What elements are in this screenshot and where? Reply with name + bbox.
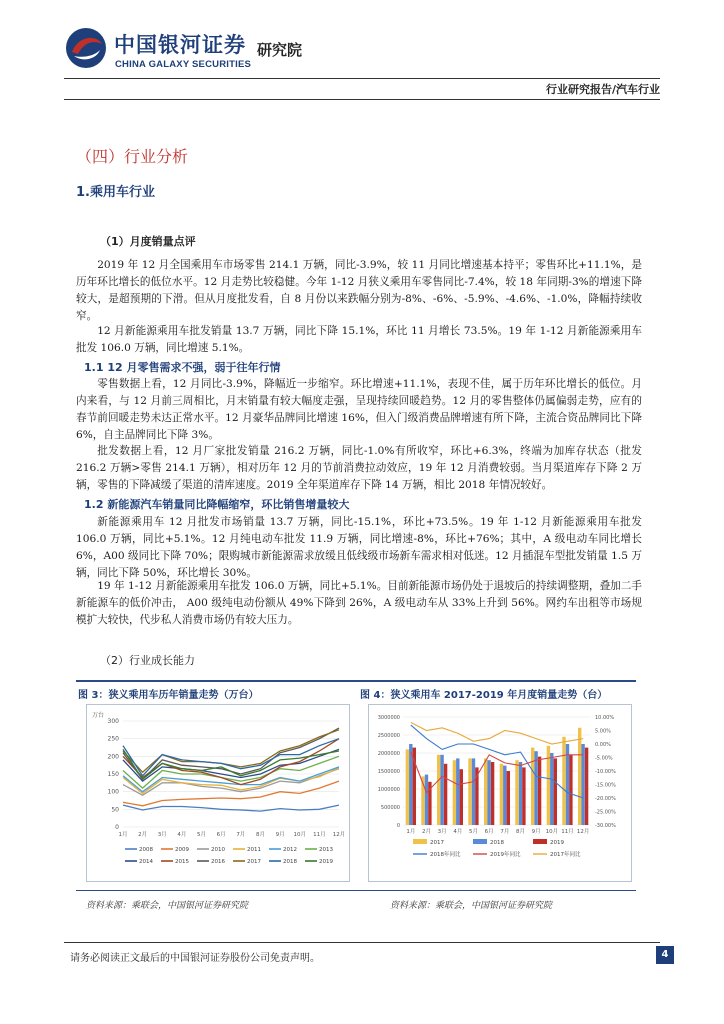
legend-label: 2009 (175, 847, 189, 853)
x-tick-label: 1月 (406, 829, 416, 835)
page-number: 4 (656, 946, 674, 964)
bar-2019 (538, 757, 541, 825)
y-left-tick-label: 1500000 (377, 769, 400, 775)
y-right-tick-label: -20.00% (595, 796, 616, 802)
x-tick-label: 10月 (293, 832, 306, 838)
heading-passenger-car: 1.乘用车行业 (76, 185, 155, 200)
series-line-2019 (123, 749, 339, 779)
bar-2018 (440, 755, 443, 825)
y-left-tick-label: 500000 (380, 805, 400, 811)
y-right-tick-label: -15.00% (595, 782, 616, 789)
legend-label: 2018年同比 (430, 852, 461, 858)
x-tick-label: 11月 (313, 832, 326, 838)
yoy-line-2017年同比 (411, 722, 583, 744)
legend-label: 2014 (139, 859, 153, 865)
y-axis-unit-label: 万台 (92, 712, 105, 719)
figure-top-rule (76, 680, 636, 682)
figure4-source: 资料来源：乘联会，中国银河证券研究院 (390, 901, 553, 911)
bar-2019 (585, 748, 588, 825)
y-tick-label: 50 (111, 806, 119, 814)
bar-2017 (531, 748, 534, 825)
x-tick-label: 9月 (531, 829, 541, 835)
legend-label: 2008 (139, 847, 153, 853)
header-divider-bottom (64, 99, 660, 100)
bar-2019 (507, 771, 510, 825)
x-tick-label: 12月 (332, 832, 346, 838)
bar-2017 (468, 758, 471, 825)
x-tick-label: 4月 (177, 832, 187, 838)
section-title: （四）行业分析 (76, 147, 189, 166)
paragraph-wholesale-data: 批发数据上看，12 月厂家批发销量 216.2 万辆，同比-1.0%有所收窄，环比+6.3%，终端为加库存状态（批发 216.2 万辆>零售 214.1 万辆），相对历年 12 月的节前消费拉动效应，19 年 12 月消费较弱。当月渠道库存下降 2 万辆，零售的下降减缓了渠道的清库速度。2019 全年渠道库存下降 14 万辆，相比 2018 年情况较好。 (76, 445, 642, 491)
y-left-tick-label: 2500000 (377, 733, 400, 739)
y-right-tick-label: -30.00% (595, 823, 616, 829)
bar-2017 (453, 760, 456, 825)
x-tick-label: 1月 (118, 832, 128, 838)
bar-2017 (578, 728, 581, 825)
y-tick-label: 300 (107, 718, 119, 725)
figure3-source: 资料来源：乘联会，中国银河证券研究院 (86, 901, 249, 911)
bar-2017 (484, 758, 487, 825)
bar-2018 (472, 758, 475, 825)
x-tick-label: 11月 (561, 829, 574, 835)
y-tick-label: 150 (107, 771, 119, 778)
paragraph-nev-summary: 12 月新能源乘用车批发销量 13.7 万辆，同比下降 15.1%，环比 11 月增长 73.5%。19 年 1-12 月新能源乘用车批发 106.0 万辆，同比增速 5.1%。 (76, 325, 642, 354)
legend-label: 2018 (490, 840, 504, 846)
legend-label: 2012 (283, 847, 297, 853)
x-tick-label: 2月 (138, 832, 148, 838)
bar-2018 (487, 760, 490, 825)
y-tick-label: 250 (107, 735, 119, 743)
figure-bottom-rule (76, 890, 636, 891)
y-tick-label: 200 (107, 753, 119, 761)
company-name-cn: 中国银河证券 (114, 33, 246, 57)
y-right-tick-label: 0.00% (595, 742, 611, 748)
legend-label: 2017 (430, 840, 444, 846)
footer-disclaimer: 请务必阅读正文最后的中国银河证券股份公司免责声明。 (70, 953, 320, 964)
x-tick-label: 5月 (469, 829, 478, 835)
x-tick-label: 7月 (236, 832, 246, 838)
legend-label: 2019 (319, 859, 333, 865)
bar-2019 (460, 769, 463, 825)
bar-2018 (456, 758, 459, 825)
legend-label: 2018 (283, 859, 297, 865)
paragraph-nev-wholesale: 新能源乘用车 12 月批发市场销量 13.7 万辆，同比-15.1%，环比+73.5%。19 年 1-12 月新能源乘用车批发 106.0 万辆，同比+5.1%。12 月纯电动车批发 11.9 万辆，同比增速-8%，环比+76%；其中，A 级电动车同比增长 6%，A00 级同比下降 70%；限购城市新能源需求放缓且低线级市场新车需求相对低迷。12 月插混车型批发销量 1.5 万辆，同比下降 50%，环比增长 30%。 (76, 516, 642, 579)
bar-2018 (519, 762, 522, 825)
x-tick-label: 12月 (576, 829, 590, 835)
figure4-caption: 图 4：狭义乘用车 2017-2019 年月度销量走势（台） (360, 690, 608, 701)
y-left-tick-label: 1000000 (377, 787, 400, 793)
x-tick-label: 8月 (516, 829, 525, 835)
bar-2019 (444, 764, 447, 825)
bar-2017 (437, 755, 440, 825)
legend-swatch (533, 839, 547, 844)
bar-2018 (425, 775, 428, 825)
x-tick-label: 10月 (545, 829, 559, 835)
x-tick-label: 4月 (453, 829, 463, 835)
series-line-2008 (123, 805, 339, 811)
legend-label: 2015 (175, 859, 189, 865)
bar-2017 (406, 749, 409, 825)
x-tick-label: 6月 (216, 832, 226, 838)
y-left-tick-label: 0 (396, 823, 400, 829)
x-tick-label: 8月 (255, 832, 265, 838)
company-name-en: CHINA GALAXY SECURITIES (115, 59, 252, 70)
bar-2017 (500, 764, 503, 825)
bar-2018 (550, 753, 553, 825)
heading-growth-ability: （2）行业成长能力 (100, 654, 195, 667)
legend-swatch (413, 839, 427, 844)
y-right-tick-label: 10.00% (595, 715, 615, 721)
subheading-1-2: 1.2 新能源汽车销量同比降幅缩窄，环比销售增量较大 (84, 498, 350, 511)
y-right-tick-label: -5.00% (595, 755, 613, 762)
figure4-chart (368, 704, 632, 882)
legend-label: 2013 (319, 847, 333, 853)
x-tick-label: 7月 (500, 829, 510, 835)
y-tick-label: 100 (107, 788, 119, 796)
y-left-tick-label: 3000000 (377, 715, 400, 721)
x-tick-label: 9月 (275, 832, 285, 838)
legend-label: 2010 (211, 847, 225, 853)
legend-label: 2017年同比 (550, 852, 581, 858)
footer-divider (64, 942, 660, 943)
figure3-caption: 图 3：狭义乘用车历年销量走势（万台） (78, 690, 259, 701)
paragraph-nev-annual: 19 年 1-12 月新能源乘用车批发 106.0 万辆，同比+5.1%。目前新能源市场仍处于退坡后的持续调整期，叠加二手新能源车的低价冲击， A00 级纯电动份额从 49%下降到 26%，A 级电动车从 33%上升到 56%。网约车出租等市场规模扩大较快，代步私人消费市场仍有较大压力。 (76, 580, 642, 626)
bar-2018 (581, 744, 584, 825)
bar-2017 (515, 760, 518, 825)
bar-2019 (522, 767, 525, 825)
report-type: 行业研究报告/汽车行业 (545, 83, 660, 96)
bar-2019 (554, 758, 557, 825)
yoy-line-2018年同比 (411, 725, 583, 798)
paragraph-retail-data: 零售数据上看，12 月同比-3.9%，降幅近一步缩窄。环比增速+11.1%，表现不佳，属于历年环比增长的低位。月内来看，与 12 月前三周相比，月末销量有较大幅度走强，呈现持续回暖趋势。12 月的零售整体仍属偏弱走势，应有的春节前回暖走势未达正常水平。12 月豪华品牌同比增速 16%，但入门级消费品牌增速有所下降，主流合资品牌同比下降 6%，自主品牌同比下降 3%。 (76, 378, 642, 441)
y-left-tick-label: 2000000 (377, 751, 400, 757)
x-tick-label: 2月 (422, 829, 431, 835)
subheading-1-1: 1.1 12 月零售需求不强，弱于往年行情 (84, 361, 281, 374)
legend-label: 2019 (550, 840, 564, 846)
paragraph-retail-summary: 2019 年 12 月全国乘用车市场零售 214.1 万辆，同比-3.9%，较 11 月同比增速基本持平；零售环比+11.1%，是历年环比增长的低位水平。12 月走势比较稳健。今年 1-12 月狭义乘用车零售同比-7.4%，较 18 年同期-3%的增速下降较大，是超预期的下滑。但从月度批发看，自 8 月份以来跌幅分别为-8%、-6%、-5.9%、-4.6%、-1.0%，降幅持续收窄。 (76, 259, 642, 322)
y-right-tick-label: -10.00% (595, 769, 616, 775)
bar-2018 (534, 751, 537, 825)
figure3-chart (86, 704, 350, 882)
bar-2017 (562, 737, 565, 825)
bar-2018 (566, 744, 569, 825)
bar-2018 (503, 766, 506, 825)
x-tick-label: 6月 (484, 829, 494, 835)
institute-label: 研究院 (257, 41, 303, 59)
yoy-line-2019年同比 (411, 752, 583, 793)
bar-2019 (491, 762, 494, 825)
heading-monthly-sales: （1）月度销量点评 (100, 235, 196, 248)
legend-label: 2016 (211, 859, 225, 865)
galaxy-logo-icon (64, 26, 108, 70)
x-tick-label: 5月 (197, 832, 207, 838)
legend-label: 2017 (247, 859, 261, 865)
legend-label: 2019年同比 (490, 852, 521, 858)
x-tick-label: 3月 (437, 829, 447, 835)
bar-2019 (569, 755, 572, 825)
x-tick-label: 3月 (157, 832, 167, 838)
y-right-tick-label: 5.00% (595, 728, 611, 735)
legend-label: 2011 (247, 847, 261, 853)
y-tick-label: 0 (115, 824, 119, 831)
y-right-tick-label: -25.00% (595, 809, 616, 816)
legend-swatch (473, 839, 487, 844)
header-divider (64, 78, 660, 79)
